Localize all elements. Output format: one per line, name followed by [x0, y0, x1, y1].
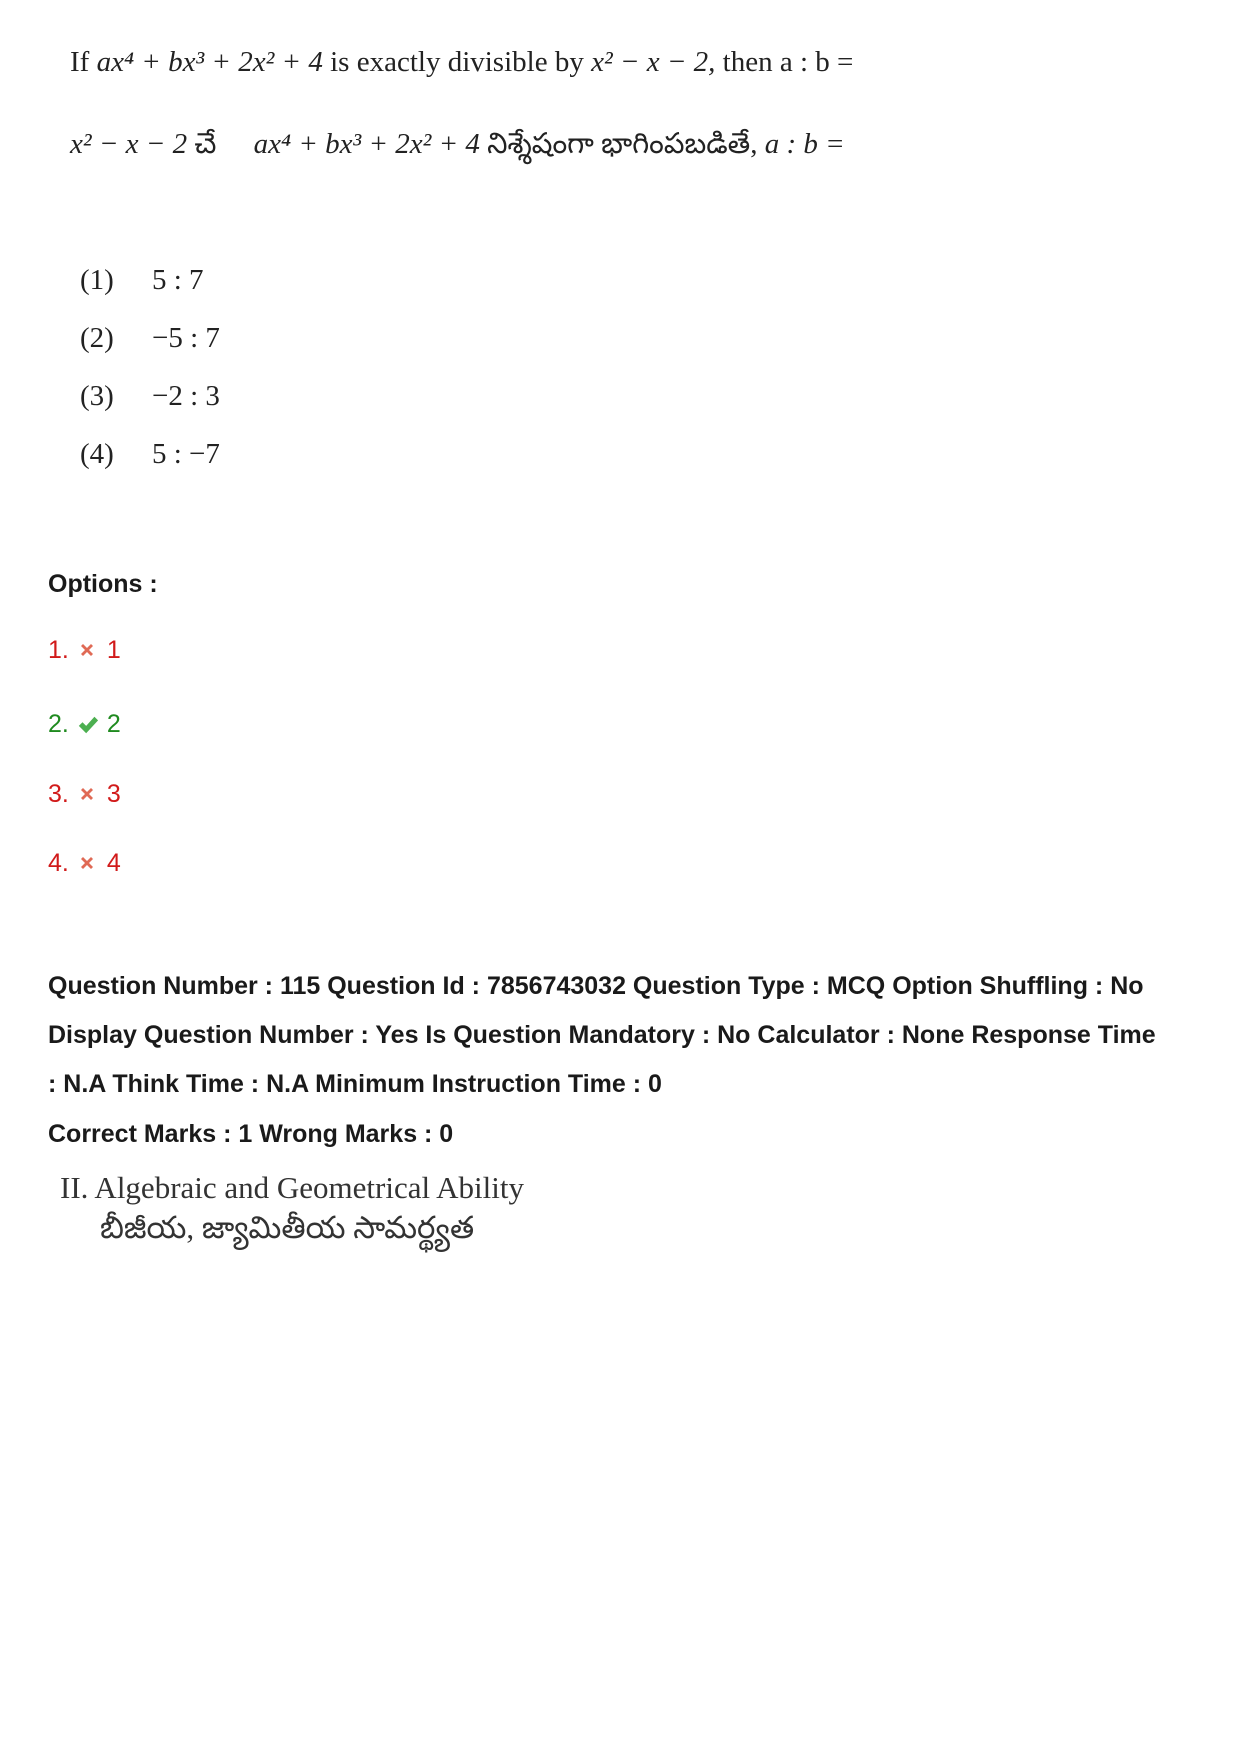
section-heading [60, 1168, 524, 1248]
question-telugu-divisor: x² − x − 2 [70, 128, 188, 160]
choice-value: 5 : −7 [152, 438, 220, 470]
option-prefix: 4. [48, 849, 69, 877]
option-label: 4 [106, 849, 121, 877]
question-middle: is exactly divisible by [330, 46, 584, 78]
cross-icon [77, 853, 99, 875]
choice-value: 5 : 7 [152, 264, 204, 296]
question-telugu-ratio: a : b = [764, 128, 845, 160]
choice-row [80, 438, 220, 471]
meta-line-2: Display Question Number : Yes Is Question Mandatory : No Calculator : None Response Time [48, 1021, 1156, 1049]
choice-number: (3) [80, 380, 114, 412]
section-telugu: బీజీయ, జ్యామితీయ సామర్థ్యత [100, 1210, 475, 1245]
choice-number: (1) [80, 264, 114, 296]
question-suffix: then a : b = [722, 46, 854, 78]
option-label: 3 [106, 780, 121, 808]
option-prefix: 3. [48, 780, 69, 808]
choice-number: (4) [80, 438, 114, 470]
option-prefix: 1. [48, 636, 69, 664]
choice-row [80, 264, 204, 297]
choice-value: −2 : 3 [152, 380, 220, 412]
choice-row [80, 380, 220, 413]
question-telugu-che: చే [194, 128, 217, 160]
option-prefix: 2. [48, 710, 69, 738]
choice-value: −5 : 7 [152, 322, 220, 354]
options-heading: Options : [48, 570, 158, 598]
question-telugu [70, 128, 845, 168]
question-telugu-polynomial: ax⁴ + bx³ + 2x² + 4 [253, 128, 480, 160]
question-prefix: If [70, 46, 90, 78]
meta-line-1: Question Number : 115 Question Id : 7856743032 Question Type : MCQ Option Shuffling : No [48, 972, 1144, 1000]
question-divisor: x² − x − 2, [591, 46, 716, 78]
choice-number: (2) [80, 322, 114, 354]
meta-line-3: : N.A Think Time : N.A Minimum Instruction Time : 0 [48, 1070, 662, 1098]
question-english [70, 46, 853, 79]
question-polynomial: ax⁴ + bx³ + 2x² + 4 [96, 46, 323, 78]
answer-option-2 [48, 710, 121, 739]
cross-icon [77, 784, 99, 806]
option-label: 2 [106, 710, 121, 738]
cross-icon [77, 640, 99, 662]
question-telugu-text: నిశ్శేషంగా భాగింపబడితే, [487, 128, 758, 160]
option-label: 1 [106, 636, 121, 664]
check-icon [77, 714, 99, 736]
question-meta [48, 962, 1208, 1109]
answer-option-3 [48, 780, 121, 809]
answer-option-1 [48, 636, 121, 665]
marks-line: Correct Marks : 1 Wrong Marks : 0 [48, 1120, 454, 1148]
choice-row [80, 322, 220, 355]
section-english: II. Algebraic and Geometrical Ability [60, 1170, 524, 1205]
answer-option-4 [48, 849, 121, 878]
